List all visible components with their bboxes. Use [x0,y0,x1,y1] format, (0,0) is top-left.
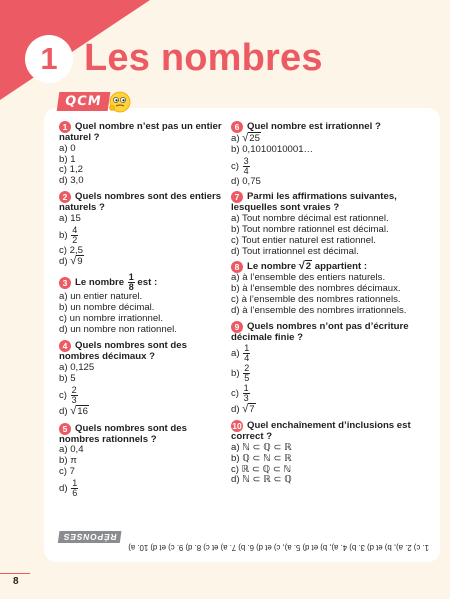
question-8-text: 8 Le nombre √2 appartient : [231,261,431,273]
square-root: √25 [242,132,260,144]
fraction: $\frac{1}{8}$ [128,272,134,293]
option: d) 0,75 [231,175,261,187]
question-1 [59,121,227,187]
option: b) $\frac{2}{5}$ [231,363,250,384]
option: b) 5 [59,372,76,384]
fraction: $\frac{2}{5}$ [244,363,250,384]
question-10 [231,420,431,486]
questions-left-column [59,121,227,499]
question-6-text: 6 Quel nombre est irrationnel ? [231,121,431,133]
option: c) $\frac{3}{4}$ [231,155,249,176]
question-2-text: 2 Quels nombres sont des entiers naturels ? [59,190,222,213]
option: d) $\frac{1}{6}$ [59,477,78,498]
question-5-text: 5 Quels nombres sont des nombres rationnels ? [59,422,187,445]
option: d) un nombre non rationnel. [59,323,177,335]
question-5 [59,423,227,498]
option: a) 15 [59,212,81,224]
footer-rule [0,573,30,574]
option: b) à l’ensemble des nombres décimaux. [231,283,401,295]
option: c) $\frac{2}{3}$ [59,384,77,405]
fraction: $\frac{2}{3}$ [71,384,77,405]
question-number-badge: 4 [59,340,71,352]
option: a) un entier naturel. [59,291,143,303]
question-number-badge: 9 [231,321,243,333]
question-4-text: 4 Quels nombres sont des nombres décimaux ? [59,340,187,363]
page-number: 8 [13,576,19,587]
question-number-badge: 2 [59,191,71,203]
option: a) 0,4 [59,444,84,456]
option: d) Tout irrationnel est décimal. [231,245,359,257]
fraction: $\frac{4}{2}$ [72,224,78,245]
option: d) à l’ensemble des nombres irrationnels. [231,304,407,316]
option: b) $\frac{4}{2}$ [59,224,78,245]
question-number-badge: 6 [231,121,243,133]
question-8 [231,261,431,316]
question-7-text: 7 Parmi les affirmations suivantes, lesquelles sont vraies ? [231,191,397,214]
option: a) ℕ ⊂ ℚ ⊂ ℝ [231,441,292,453]
question-4 [59,340,227,417]
question-6 [231,121,431,187]
option: b) ℚ ⊂ ℕ ⊂ ℝ [231,452,292,464]
option: a) Tout nombre décimal est rationnel. [231,213,389,225]
question-10-text: 10 Quel enchaînement d’inclusions est correct ? [231,420,411,443]
option: d) √7 [231,403,255,416]
answers-label: RÉPONSES [58,531,121,543]
option: b) un nombre décimal. [59,301,155,313]
question-number-badge: 1 [59,121,71,133]
question-9-text: 9 Quels nombres n’ont pas d’écriture décimale finie ? [231,320,409,343]
questions-right-column [231,121,431,486]
option: d) √16 [59,404,88,417]
option: d) 3,0 [59,175,84,187]
fraction: $\frac{1}{3}$ [243,383,249,404]
option: c) $\frac{1}{3}$ [231,383,249,404]
option: a) √25 [231,132,260,144]
option: b) 1 [59,153,76,165]
option: b) Tout nombre rationnel est décimal. [231,223,389,235]
chapter-number: 1 [25,35,73,83]
fraction: $\frac{1}{6}$ [72,477,78,498]
thinking-face-icon [108,91,132,113]
square-root: √2 [298,260,312,273]
question-2 [59,191,227,268]
question-7 [231,191,431,257]
qcm-badge: QCM [57,92,110,111]
option: c) 7 [59,465,75,477]
answers-text: 1. c) 2. a), b) et d) 3. b) 4. a), b) et d) 5. a), c) et d) 6. b) 7. a) et c) 8. d) 9. c) et d) 10. a) [128,543,429,552]
option: a) à l’ensemble des entiers naturels. [231,272,386,284]
question-number-badge: 3 [59,277,71,289]
question-3-text: 3 Le nombre $\frac{1}{8}$ est : [59,273,227,292]
question-number-badge: 10 [232,421,242,432]
fraction: $\frac{3}{4}$ [243,155,249,176]
square-root: √7 [242,403,255,416]
option: c) à l’ensemble des nombres rationnels. [231,293,401,305]
question-3 [59,273,227,335]
option: c) un nombre irrationnel. [59,312,163,324]
option: c) 1,2 [59,164,83,176]
option: a) $\frac{1}{4}$ [231,343,250,364]
option: a) 0,125 [59,362,95,374]
option: a) 0 [59,142,76,154]
option: c) 2,5 [59,244,83,256]
option: d) ℕ ⊂ ℝ ⊂ ℚ [231,474,292,486]
square-root: √16 [70,404,88,417]
option: b) 0,1010010001… [231,143,314,155]
option: c) ℝ ⊂ ℚ ⊂ ℕ [231,463,292,475]
question-9 [231,321,431,417]
option: b) π [59,455,77,467]
question-number-badge: 7 [231,191,243,203]
question-1-text: 1 Quel nombre n’est pas un entier naturel ? [59,121,222,143]
square-root: √9 [70,255,83,268]
option: c) Tout entier naturel est rationnel. [231,234,376,246]
chapter-title: Les nombres [84,37,323,79]
fraction: $\frac{1}{4}$ [244,343,250,364]
question-number-badge: 5 [59,423,71,435]
option: d) √9 [59,255,83,268]
question-number-badge: 8 [231,261,243,273]
